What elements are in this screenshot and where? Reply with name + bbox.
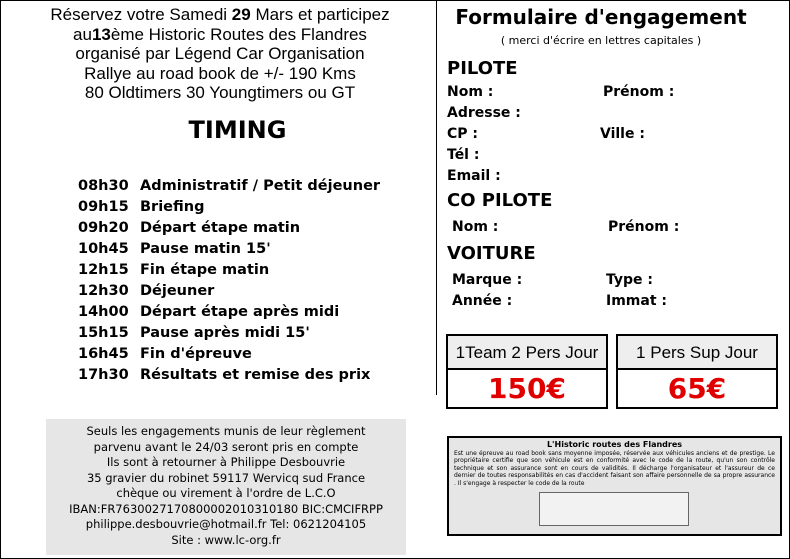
price-label: 1Team 2 Pers Jour xyxy=(448,336,606,370)
schedule-row: 09h15 Briefing xyxy=(78,199,205,215)
voiture-annee-field[interactable]: Année : xyxy=(452,293,513,309)
voiture-marque-field[interactable]: Marque : xyxy=(452,272,523,288)
schedule-row: 09h20 Départ étape matin xyxy=(78,220,301,236)
copilote-prenom-field[interactable]: Prénom : xyxy=(608,219,680,235)
note-line: parvenu avant le 24/03 seront pris en compte xyxy=(93,439,359,454)
schedule-row: 14h00 Départ étape après midi xyxy=(78,304,340,320)
schedule-row: 10h45 Pause matin 15' xyxy=(78,241,271,257)
terms-title: L'Historic routes des Flandres xyxy=(546,440,683,449)
copilote-heading: CO PILOTE xyxy=(447,190,553,211)
timing-schedule xyxy=(78,176,380,386)
schedule-row: 15h15 Pause après midi 15' xyxy=(78,325,310,341)
voiture-immat-field[interactable]: Immat : xyxy=(606,293,667,309)
price-box-team xyxy=(446,334,608,409)
note-line: 35 gravier du robinet 59117 Wervicq sud France xyxy=(86,470,366,485)
schedule-row: 12h15 Fin étape matin xyxy=(78,262,270,278)
pilote-cp-field[interactable]: CP : xyxy=(447,126,479,142)
note-line: chèque ou virement à l'ordre de L.C.O xyxy=(116,486,336,500)
intro-line-4: Rallye au road book de +/- 190 Kms xyxy=(84,63,356,83)
intro-text xyxy=(30,5,410,103)
intro-line-1: Réservez votre Samedi 29 Mars et participez xyxy=(50,5,390,24)
voiture-heading: VOITURE xyxy=(447,243,536,264)
voiture-type-field[interactable]: Type : xyxy=(606,272,654,288)
pilote-nom-field[interactable]: Nom : xyxy=(447,84,494,100)
timing-title: TIMING xyxy=(188,116,287,144)
pilote-adresse-field[interactable]: Adresse : xyxy=(447,105,521,121)
price-value: 65€ xyxy=(667,372,727,405)
price-label: 1 Pers Sup Jour xyxy=(618,336,776,370)
terms-text: Est une épreuve au road book sans moyenne imposée, réservée aux véhicules anciens et de prestige. Le propriétaire certifie que son véhicule est en conformité avec le code de la route, qu'un son contrôle technique et son assurance sont en cours de validités. Il décharge l'organisateur et l'assureur de ce dernier de toutes responsabilités en cas d'accident faisant son affaire personnelle de sa propre assurance . Il s'engage à respecter le code de la route xyxy=(454,450,775,487)
intro-line-5: 80 Oldtimers 30 Youngtimers ou GT xyxy=(84,83,356,102)
registration-note xyxy=(46,419,406,555)
copilote-nom-field[interactable]: Nom : xyxy=(452,219,499,235)
intro-line-2: au13ème Historic Routes des Flandres xyxy=(73,24,367,44)
schedule-row: 08h30 Administratif / Petit déjeuner xyxy=(78,178,381,194)
form-subtitle: ( merci d'écrire en lettres capitales ) xyxy=(500,34,702,47)
note-line: IBAN:FR7630027170800002010310180 BIC:CMCIFRPP xyxy=(69,501,383,516)
schedule-row: 12h30 Déjeuner xyxy=(78,283,215,299)
note-line: Ils sont à retourner à Philippe Desbouvrie xyxy=(106,455,346,469)
schedule-row: 17h30 Résultats et remise des prix xyxy=(78,367,371,383)
pilote-heading: PILOTE xyxy=(447,58,518,79)
pilote-ville-field[interactable]: Ville : xyxy=(600,126,645,142)
pilote-email-field[interactable]: Email : xyxy=(447,168,501,184)
note-line: Site : www.lc-org.fr xyxy=(171,532,281,547)
price-value: 150€ xyxy=(488,372,566,405)
schedule-row: 16h45 Fin d'épreuve xyxy=(78,346,252,362)
pilote-tel-field[interactable]: Tél : xyxy=(447,147,480,163)
terms-box xyxy=(447,436,782,536)
note-line: Seuls les engagements munis de leur règlement xyxy=(86,424,366,438)
pilote-prenom-field[interactable]: Prénom : xyxy=(603,84,675,100)
intro-line-3: organisé par Légend Car Organisation xyxy=(75,44,365,63)
column-divider xyxy=(436,0,437,395)
note-line: philippe.desbouvrie@hotmail.fr Tel: 0621204105 xyxy=(85,517,367,531)
signature-field[interactable] xyxy=(539,492,689,526)
form-title: Formulaire d'engagement xyxy=(455,5,747,29)
price-box-extra-person xyxy=(616,334,778,409)
